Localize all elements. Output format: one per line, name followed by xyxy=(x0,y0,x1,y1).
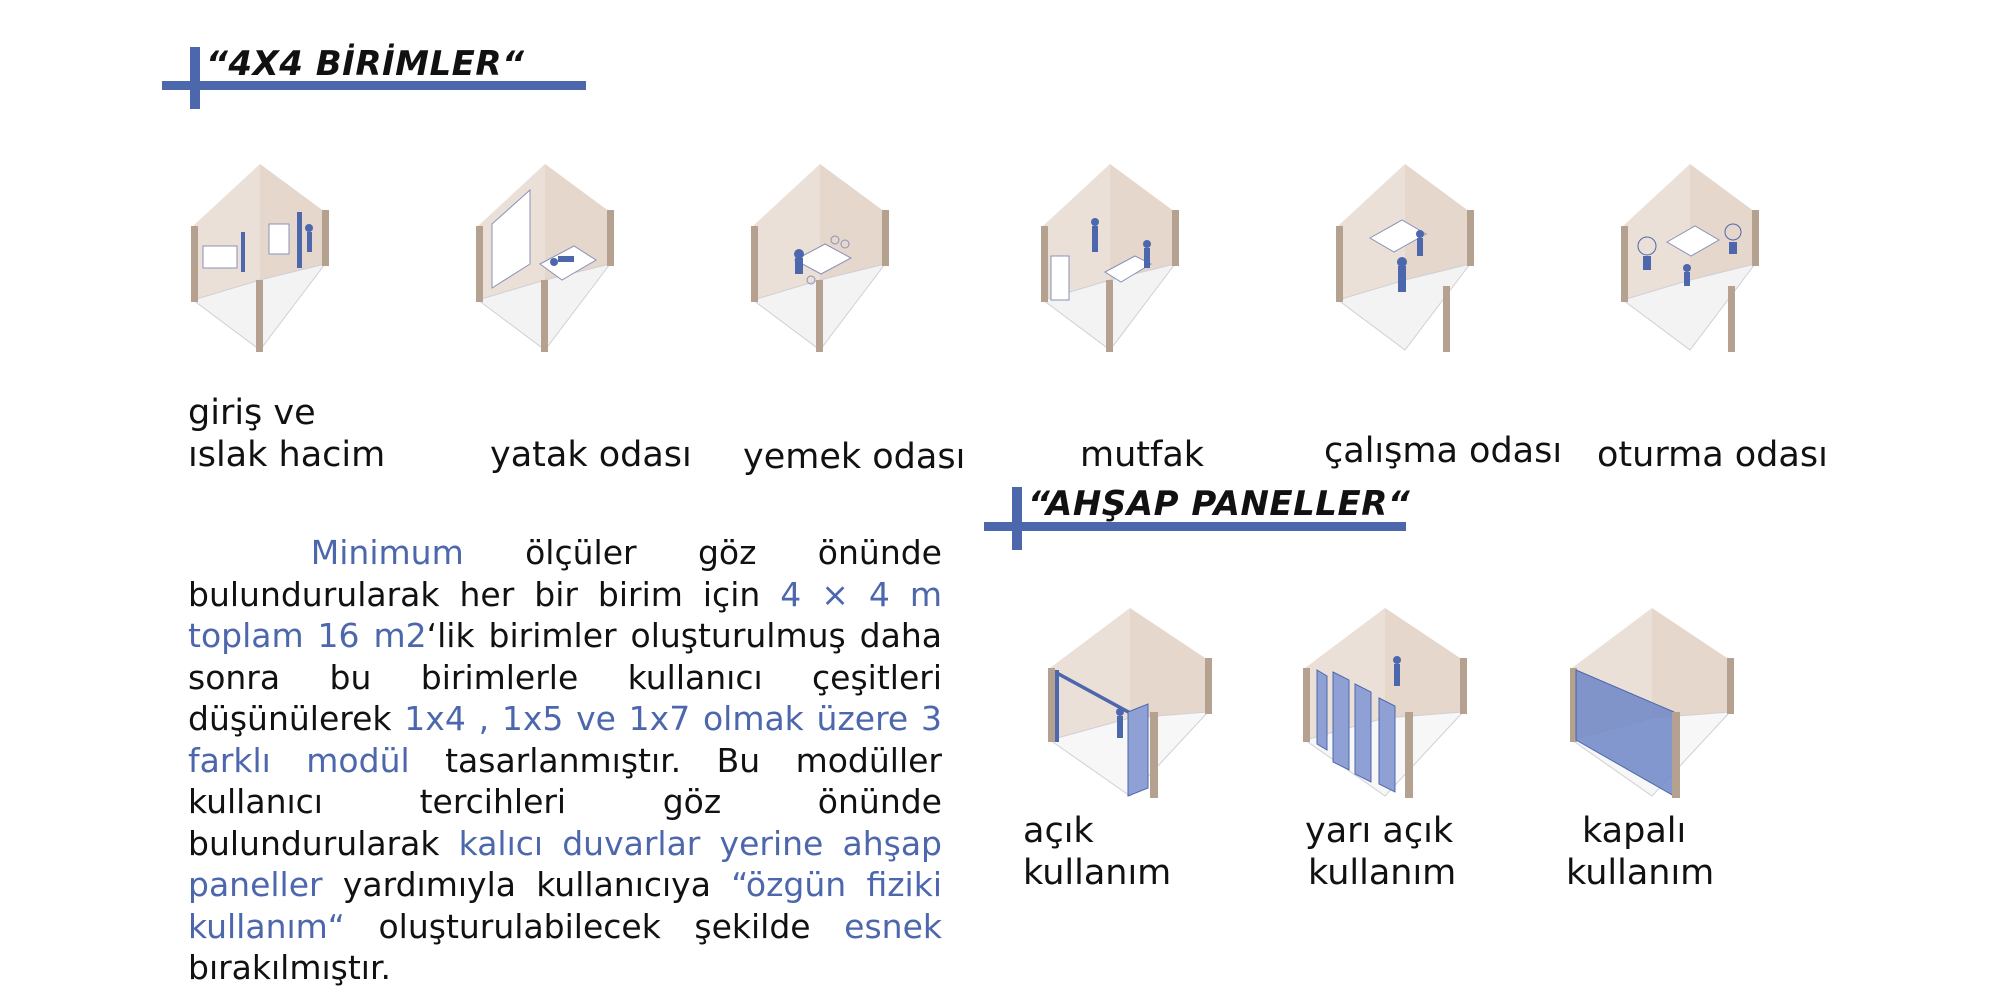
caption-entrance-wet-area xyxy=(188,392,385,476)
entrance-wet-area-unit-icon xyxy=(185,160,375,360)
caption-kitchen: mutfak xyxy=(1080,435,1205,475)
caption-living-room: oturma odası xyxy=(1597,435,1828,475)
text-highlight: 4 × 4 m toplam 16 m2 xyxy=(188,574,942,655)
open-panel-unit-icon xyxy=(1040,600,1250,800)
text-highlight: “özgün fiziki kullanım“ xyxy=(188,865,943,946)
text-highlight: 1x4 , 1x5 ve 1x7 olmak üzere 3 farklı modül xyxy=(188,699,942,780)
caption-open-use xyxy=(1023,810,1171,894)
study-room-unit-icon xyxy=(1330,160,1520,360)
text-highlight: kalıcı duvarlar yerine ahşap paneller xyxy=(188,823,942,904)
text-segment: ölçüler göz önünde bulundurularak her bir birim için xyxy=(188,533,942,614)
panels-section-title: “AHŞAP PANELLER“ xyxy=(1028,484,1411,524)
text-segment: oluşturulabilecek şekilde xyxy=(344,906,845,946)
caption-line-2: kullanım xyxy=(1566,853,1715,893)
text-segment: ‘lik birimler oluşturulmuş daha sonra bu birimlerle kullanıcı çeşitleri düşünülerek xyxy=(188,616,942,738)
caption-line-1: giriş ve xyxy=(188,393,316,433)
bedroom-unit-icon xyxy=(470,160,660,360)
caption-line-2: ıslak hacim xyxy=(188,435,386,475)
caption-line-1: açık xyxy=(1023,811,1094,851)
caption-dining-room: yemek odası xyxy=(743,437,966,477)
units-section-title: “4X4 BİRİMLER“ xyxy=(206,44,525,84)
description-paragraph xyxy=(188,532,942,989)
caption-line-2: kullanım xyxy=(1308,853,1457,893)
caption-bedroom: yatak odası xyxy=(490,435,692,475)
header-marker xyxy=(190,47,200,109)
kitchen-unit-icon xyxy=(1035,160,1225,360)
units-section-header xyxy=(160,44,590,114)
text-highlight: Minimum xyxy=(310,533,464,572)
text-segment: yardımıyla kullanıcıya xyxy=(322,865,732,904)
text-segment: tasarlanmıştır. Bu modüller kullanıcı tercihleri göz önünde bulundurularak xyxy=(188,740,942,863)
dining-room-unit-icon xyxy=(745,160,935,360)
caption-line-1: kapalı xyxy=(1582,811,1687,851)
caption-line-2: kullanım xyxy=(1023,853,1172,893)
closed-panel-unit-icon xyxy=(1562,600,1772,800)
text-segment: bırakılmıştır. xyxy=(188,948,391,987)
header-marker xyxy=(1012,487,1022,550)
living-room-unit-icon xyxy=(1615,160,1805,360)
caption-semi-open-use xyxy=(1305,810,1456,894)
panels-section-header xyxy=(984,484,1414,554)
text-highlight: esnek xyxy=(844,906,942,946)
caption-line-1: yarı açık xyxy=(1305,811,1454,851)
caption-closed-use xyxy=(1566,810,1714,894)
semi-open-panel-unit-icon xyxy=(1295,600,1505,800)
caption-study-room: çalışma odası xyxy=(1324,431,1563,471)
